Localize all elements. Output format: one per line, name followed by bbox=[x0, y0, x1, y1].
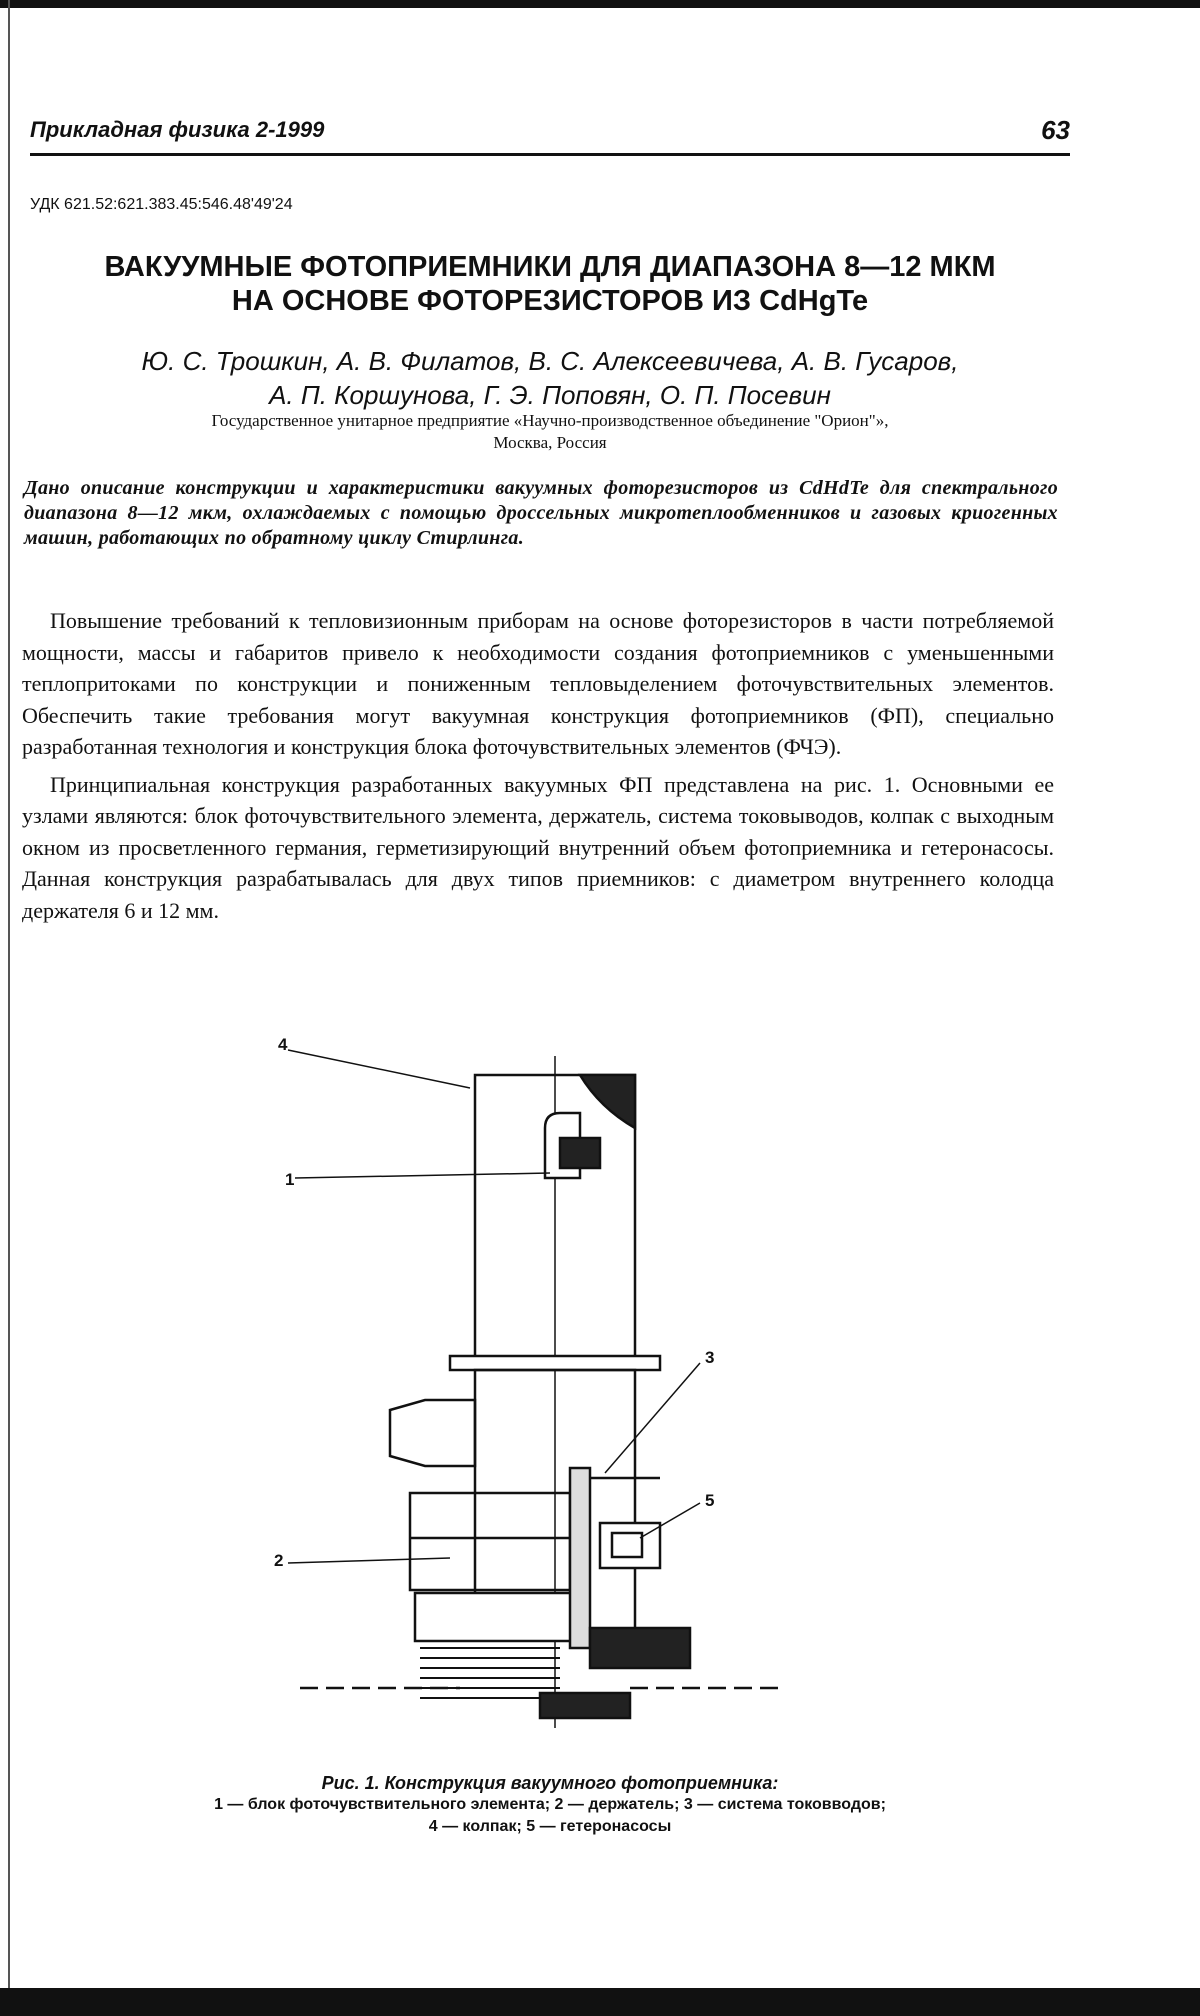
page-number: 63 bbox=[1041, 115, 1070, 145]
title-line-2: НА ОСНОВЕ ФОТОРЕЗИСТОРОВ ИЗ CdHgTe bbox=[231, 285, 869, 317]
feedthrough-system bbox=[570, 1468, 590, 1648]
side-port bbox=[390, 1400, 475, 1466]
label-4: 4 bbox=[278, 1035, 288, 1054]
affiliation bbox=[30, 410, 1070, 454]
label-3: 3 bbox=[705, 1348, 715, 1367]
authors bbox=[30, 344, 1070, 412]
journal-title: Прикладная физика 2-1999 bbox=[30, 117, 325, 142]
base-flange bbox=[590, 1628, 690, 1668]
caption-line-1: 1 — блок фоточувствительного элемента; 2 — держатель; 3 — система токовводов; bbox=[214, 1796, 886, 1813]
caption-title: Рис. 1. Конструкция вакуумного фотоприемника: bbox=[321, 1773, 779, 1793]
running-head bbox=[30, 113, 1070, 156]
leader-3 bbox=[605, 1363, 700, 1473]
label-2: 2 bbox=[274, 1551, 284, 1570]
authors-line-1: Ю. С. Трошкин, А. В. Филатов, В. С. Алексеевичева, А. В. Гусаров, bbox=[141, 346, 959, 376]
scan-border-left bbox=[8, 0, 10, 1988]
udk-code: УДК 621.52:621.383.45:546.48'49'24 bbox=[30, 196, 293, 213]
body-paragraph-2: Принципиальная конструкция разработанных вакуумных ФП представлена на рис. 1. Основными ее узлами являются: блок фоточувствительного элемента, держатель, система токовыводов, колпак с выходным окном из просветленного германия, герметизирующий внутренний объем фотоприемника и гетеронасосы. Данная конструкция разрабатывалась для двух типов приемников: с диаметром внутреннего колодца держателя 6 и 12 мм. bbox=[22, 771, 1054, 923]
scan-border-bottom bbox=[0, 1988, 1200, 2016]
holder-upper bbox=[410, 1493, 570, 1590]
leader-2 bbox=[288, 1558, 450, 1563]
authors-line-2: А. П. Коршунова, Г. Э. Поповян, О. П. Посевин bbox=[269, 380, 831, 410]
figure-caption bbox=[30, 1772, 1070, 1838]
body-paragraph-1: Повышение требований к тепловизионным приборам на основе фоторезисторов в части потребляемой мощности, массы и габаритов привело к необходимости создания фотоприемников с уменьшенными теплопритоками по конструкции и пониженным тепловыделением фоточувствительных элементов. Обеспечить такие требования могут вакуумная конструкция фотоприемников (ФП), специально разработанная технология и конструкция блока фоточувствительных элементов (ФЧЭ). bbox=[22, 608, 1054, 759]
title-line-1: ВАКУУМНЫЕ ФОТОПРИЕМНИКИ ДЛЯ ДИАПАЗОНА 8—12 МКМ bbox=[104, 251, 996, 283]
affiliation-line-2: Москва, Россия bbox=[493, 433, 607, 452]
article-body bbox=[22, 605, 1054, 932]
getter-core bbox=[612, 1533, 642, 1557]
figure-drawing bbox=[260, 1028, 800, 1778]
caption-line-2: 4 — колпак; 5 — гетеронасосы bbox=[428, 1818, 672, 1835]
leader-4 bbox=[288, 1050, 470, 1088]
holder-threads bbox=[420, 1648, 560, 1698]
affiliation-line-1: Государственное унитарное предприятие «Научно-производственное объединение "Орион"», bbox=[211, 411, 889, 430]
scan-border-top bbox=[0, 0, 1200, 8]
abstract: Дано описание конструкции и характеристики вакуумных фоторезисторов из CdHdTe для спектрального диапазона 8—12 мкм, охлаждаемых с помощью дроссельных микротеплообменников и газовых криогенных машин, работающих по обратному циклу Стирлинга. bbox=[24, 477, 1058, 549]
label-1: 1 bbox=[285, 1170, 295, 1189]
cap-hatched-corner bbox=[580, 1075, 635, 1128]
leader-1 bbox=[295, 1173, 550, 1178]
cap-ring bbox=[450, 1356, 660, 1370]
label-5: 5 bbox=[705, 1491, 715, 1510]
base-plate bbox=[540, 1693, 630, 1718]
sensor-element bbox=[560, 1138, 600, 1168]
article-title bbox=[30, 250, 1070, 318]
leader-5 bbox=[640, 1503, 700, 1538]
figure-photodetector-design bbox=[260, 1028, 800, 1778]
holder-flange bbox=[415, 1593, 575, 1641]
